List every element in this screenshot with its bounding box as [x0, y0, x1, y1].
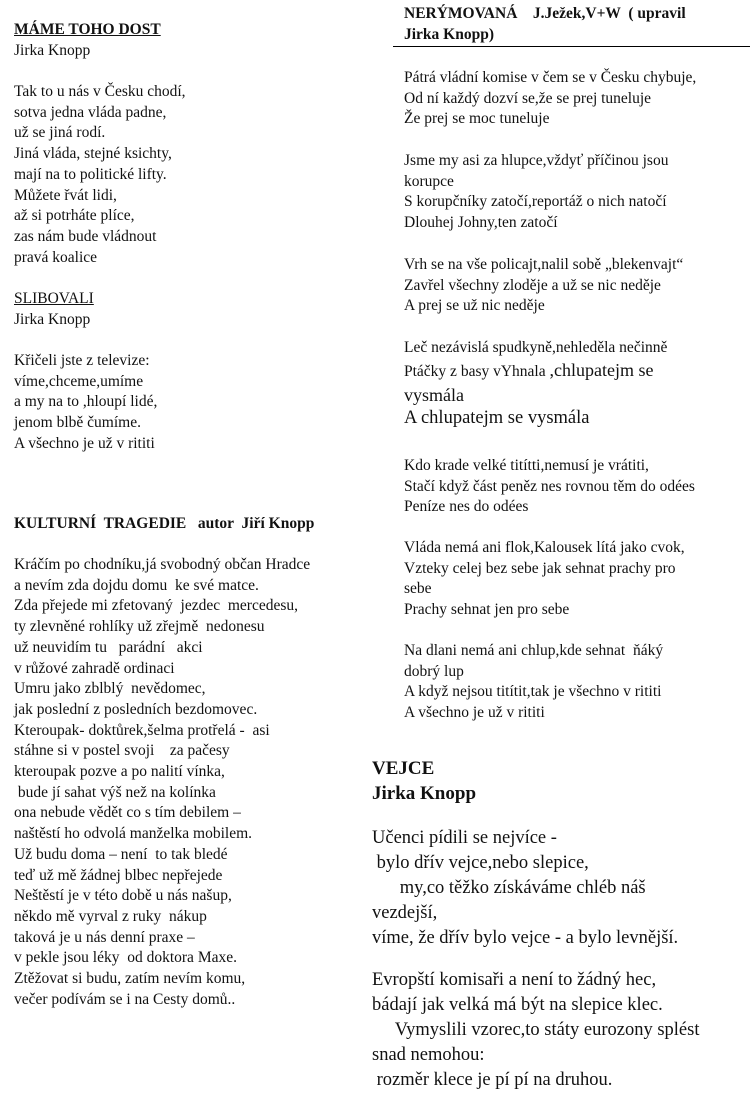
- poem-line: bude jí sahat výš než na kolínka: [14, 783, 216, 801]
- poem-line: Umru jako zblblý nevědomec,: [14, 680, 206, 698]
- poem-line: ty zlevněné rohlíky už zřejmě nedonesu: [14, 618, 265, 636]
- poem-line: my,co těžko získáváme chléb náš: [372, 878, 646, 898]
- poem-line: S korupčníky zatočí,reportáž o nich natočí: [404, 193, 667, 211]
- poem-stanza: [404, 456, 695, 518]
- poem-stanza: [404, 68, 696, 130]
- poem-stanza: [404, 151, 668, 234]
- poem-author: Jirka Knopp: [14, 310, 91, 328]
- poem-line: už se jiná rodí.: [14, 124, 106, 142]
- poem-stanza: [404, 538, 685, 621]
- poem-line: jak poslední z posledních bezdomovec.: [14, 700, 258, 718]
- poem-title: VEJCE: [372, 758, 435, 779]
- poem-line: rozměr klece je pí pí na druhou.: [372, 1070, 613, 1090]
- poem-line: A všechno je už v rititi: [14, 434, 155, 452]
- poem-line: Kteroupak- doktůrek,šelma protřelá - asi: [14, 721, 270, 739]
- poem-line: Vymyslili vzorec,to státy eurozony splést: [372, 1020, 700, 1040]
- poem-line: a nevím zda dojdu domu ke své matce.: [14, 576, 259, 594]
- poem-line: Už budu doma – není to tak bledé: [14, 845, 228, 863]
- poem-line: víme, že dřív bylo vejce - a bylo levnější.: [372, 928, 679, 948]
- poem-line: Stačí když část peněz nes rovnou těm do odées: [404, 477, 695, 495]
- poem-line: taková je u nás denní praxe –: [14, 928, 195, 946]
- poem-line: Že prej se moc tuneluje: [404, 110, 550, 128]
- poem-line: někdo mě vyrval z ruky nákup: [14, 907, 207, 925]
- poem-stanza: [404, 255, 683, 317]
- poem-body: [14, 82, 186, 268]
- poem-line: A když nejsou titítit,tak je všechno v rititi: [404, 683, 662, 701]
- poem-title: MÁME TOHO DOST: [14, 21, 161, 38]
- poem-line: a my na to ,hloupí lidé,: [14, 393, 158, 411]
- poem-line: Evropští komisaři a není to žádný hec,: [372, 970, 657, 990]
- poem-line: Vzteky celej bez sebe jak sehnat prachy pro: [404, 559, 676, 577]
- poem-line: Zda přejede mi zfetovaný jezdec mercedesu,: [14, 597, 299, 615]
- poem-stanza: [372, 826, 678, 951]
- poem-line: sotva jedna vláda padne,: [14, 103, 167, 121]
- poem-body: [14, 351, 157, 455]
- poem-line: Od ní každý dozví se,že se prej tuneluje: [404, 89, 652, 107]
- poem-line: teď už mě žádnej blbec nepřejede: [14, 866, 223, 884]
- poem-line: snad nemohou:: [372, 1045, 485, 1065]
- poem-line: Kráčím po chodníku,já svobodný občan Hradce: [14, 556, 311, 573]
- poem-line: Na dlani nemá ani chlup,kde sehnat ňáký: [404, 642, 664, 659]
- poem-line: Jiná vláda, stejné ksichty,: [14, 145, 172, 163]
- poem-line-mixed: [404, 359, 667, 384]
- mixed-a: Ptáčky z basy vYhnala: [404, 362, 550, 380]
- poem-line: bádají jak velká má být na slepice klec.: [372, 995, 663, 1015]
- poem-line: Leč nezávislá spudkyně,nehleděla nečinně: [404, 339, 668, 356]
- poem-line: Křičeli jste z televize:: [14, 352, 150, 369]
- poem-line: už neuvidím tu parádní akci: [14, 638, 203, 656]
- poem-line: v růžové zahradě ordinaci: [14, 659, 175, 677]
- poem-line: A prej se už nic neděje: [404, 297, 545, 315]
- poem-line: Ztěžovat si budu, zatím nevím komu,: [14, 970, 246, 988]
- poem-line: Neštěstí je v této době u nás našup,: [14, 887, 232, 905]
- poem-line: jenom blbě čumíme.: [14, 414, 141, 432]
- poem-line: kteroupak pozve a po nalití vínka,: [14, 763, 225, 781]
- poem-line: korupce: [404, 172, 454, 190]
- poem-line: Tak to u nás v Česku chodí,: [14, 83, 186, 100]
- poem-line: vezdejší,: [372, 903, 438, 923]
- poem-line: Peníze nes do odées: [404, 498, 529, 516]
- poem-stanza: [404, 338, 667, 431]
- poem-line: Vláda nemá ani flok,Kalousek lítá jako cvok,: [404, 539, 685, 556]
- poem-line: vysmála: [404, 384, 464, 405]
- poem-body: [14, 555, 310, 1010]
- poem-author: Jirka Knopp: [14, 41, 91, 59]
- poem-line: A všechno je už v rititi: [404, 704, 545, 722]
- poem-title: NERÝMOVANÁ J.Ježek,V+W ( upravil: [404, 5, 686, 22]
- poem-line: Dlouhej Johny,ten zatočí: [404, 214, 558, 232]
- poem-line: bylo dřív vejce,nebo slepice,: [372, 853, 589, 873]
- poem-title: KULTURNÍ TRAGEDIE autor Jiří Knopp: [14, 515, 315, 532]
- poem-title: SLIBOVALI: [14, 290, 94, 307]
- poem-title-cont: Jirka Knopp): [404, 25, 495, 43]
- mixed-b: ,chlupatejm se: [549, 359, 654, 380]
- title-rule: [393, 46, 750, 47]
- poem-line: v pekle jsou léky od doktora Maxe.: [14, 949, 237, 967]
- poem-stanza: [372, 968, 699, 1093]
- poem-line: A chlupatejm se vysmála: [404, 407, 590, 428]
- poem-line: Kdo krade velké titítti,nemusí je vrátiti,: [404, 457, 649, 474]
- poem-line: Jsme my asi za hlupce,vždyť příčinou jsou: [404, 152, 669, 169]
- poem-line: mají na to politické lifty.: [14, 165, 167, 183]
- poem-line: Můžete řvát lidi,: [14, 186, 117, 204]
- poem-author: Jirka Knopp: [372, 783, 477, 804]
- poem-line: naštěstí ho odvolá manželka mobilem.: [14, 825, 253, 843]
- poem-line: Učenci pídili se nejvíce -: [372, 828, 557, 848]
- poem-stanza: [404, 641, 663, 724]
- poem-line: zas nám bude vládnout: [14, 227, 157, 245]
- poem-line: sebe: [404, 580, 432, 598]
- poem-line: víme,chceme,umíme: [14, 372, 144, 390]
- poem-line: až si potrháte plíce,: [14, 207, 135, 225]
- poem-line: ona nebude vědět co s tím debilem –: [14, 804, 241, 822]
- poem-line: Zavřel všechny zloděje a už se nic neděje: [404, 276, 661, 294]
- poem-line: večer podívám se i na Cesty domů..: [14, 990, 236, 1008]
- poem-line: Pátrá vládní komise v čem se v Česku chybuje,: [404, 69, 697, 86]
- poem-line: stáhne si v postel svoji za pačesy: [14, 742, 230, 760]
- poem-line: dobrý lup: [404, 662, 464, 680]
- poem-line: pravá koalice: [14, 248, 98, 266]
- poem-line: Prachy sehnat jen pro sebe: [404, 601, 570, 619]
- poem-line: Vrh se na vše policajt,nalil sobě „blekenvajt“: [404, 256, 684, 273]
